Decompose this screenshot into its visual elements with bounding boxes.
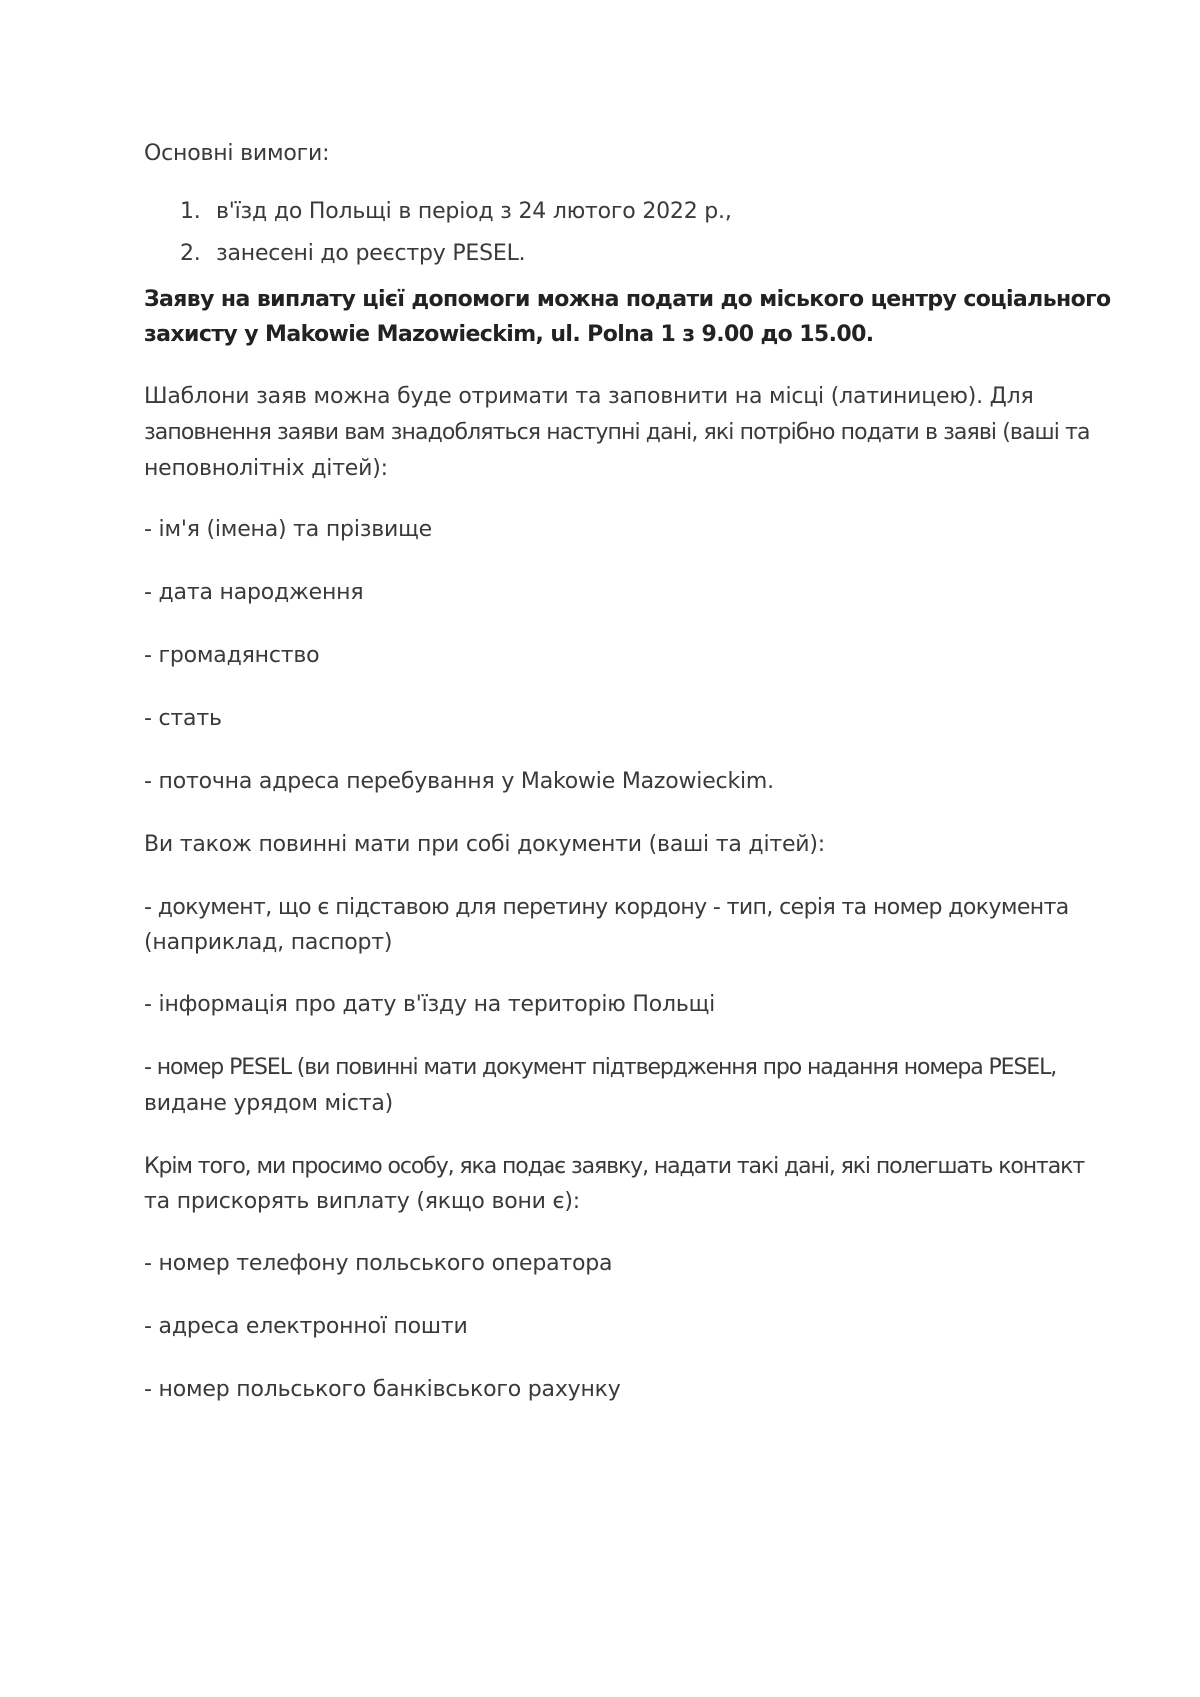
list-item-text: занесені до реєстру PESEL. — [216, 241, 526, 266]
contact-item-phone: - номер телефону польського оператора — [144, 1251, 613, 1276]
requirements-heading: Основні вимоги: — [144, 141, 330, 166]
contact-item-email: - адреса електронної пошти — [144, 1314, 468, 1339]
requirement-item-1 — [180, 193, 732, 230]
contact-intro-line-1: Крім того, ми просимо особу, яка подає заявку, надати такі дані, які полегшать контакт — [144, 1154, 1085, 1179]
list-item-text: в'їзд до Польщі в період з 24 лютого 2022 р., — [216, 199, 732, 224]
templates-paragraph-line-1: Шаблони заяв можна буде отримати та заповнити на місці (латиницею). Для — [144, 384, 1034, 409]
bold-notice-line-1: Заяву на виплату цієї допомоги можна подати до міського центру соціального — [144, 287, 1111, 312]
templates-paragraph-line-2: заповнення заяви вам знадобляться наступні дані, які потрібно подати в заяві (ваші та — [144, 420, 1090, 445]
requirement-item-2 — [180, 235, 525, 272]
contact-intro-line-2: та прискорять виплату (якщо вони є): — [144, 1189, 581, 1214]
document-item-border-line-1: - документ, що є підставою для перетину кордону - тип, серія та номер документа — [144, 895, 1069, 920]
templates-paragraph-line-3: неповнолітніх дітей): — [144, 456, 388, 481]
bold-notice-line-2: захисту у Makowie Mazowieckim, ul. Polna 1 з 9.00 до 15.00. — [144, 322, 874, 347]
document-item-pesel-line-2: видане урядом міста) — [144, 1091, 394, 1116]
contact-item-bank-account: - номер польського банківського рахунку — [144, 1377, 621, 1402]
document-item-entry-date: - інформація про дату в'їзду на територію Польщі — [144, 992, 716, 1017]
documents-intro: Ви також повинні мати при собі документи (ваші та дітей): — [144, 832, 825, 857]
data-item-sex: - стать — [144, 706, 222, 731]
document-item-pesel-line-1: - номер PESEL (ви повинні мати документ підтвердження про надання номера PESEL, — [144, 1055, 1057, 1080]
data-item-citizenship: - громадянство — [144, 643, 320, 668]
data-item-birthdate: - дата народження — [144, 580, 364, 605]
data-item-address: - поточна адреса перебування у Makowie Mazowieckim. — [144, 769, 774, 794]
list-number: 2. — [180, 241, 201, 266]
list-number: 1. — [180, 199, 201, 224]
document-item-border-line-2: (наприклад, паспорт) — [144, 930, 393, 955]
data-item-name: - ім'я (імена) та прізвище — [144, 517, 432, 542]
